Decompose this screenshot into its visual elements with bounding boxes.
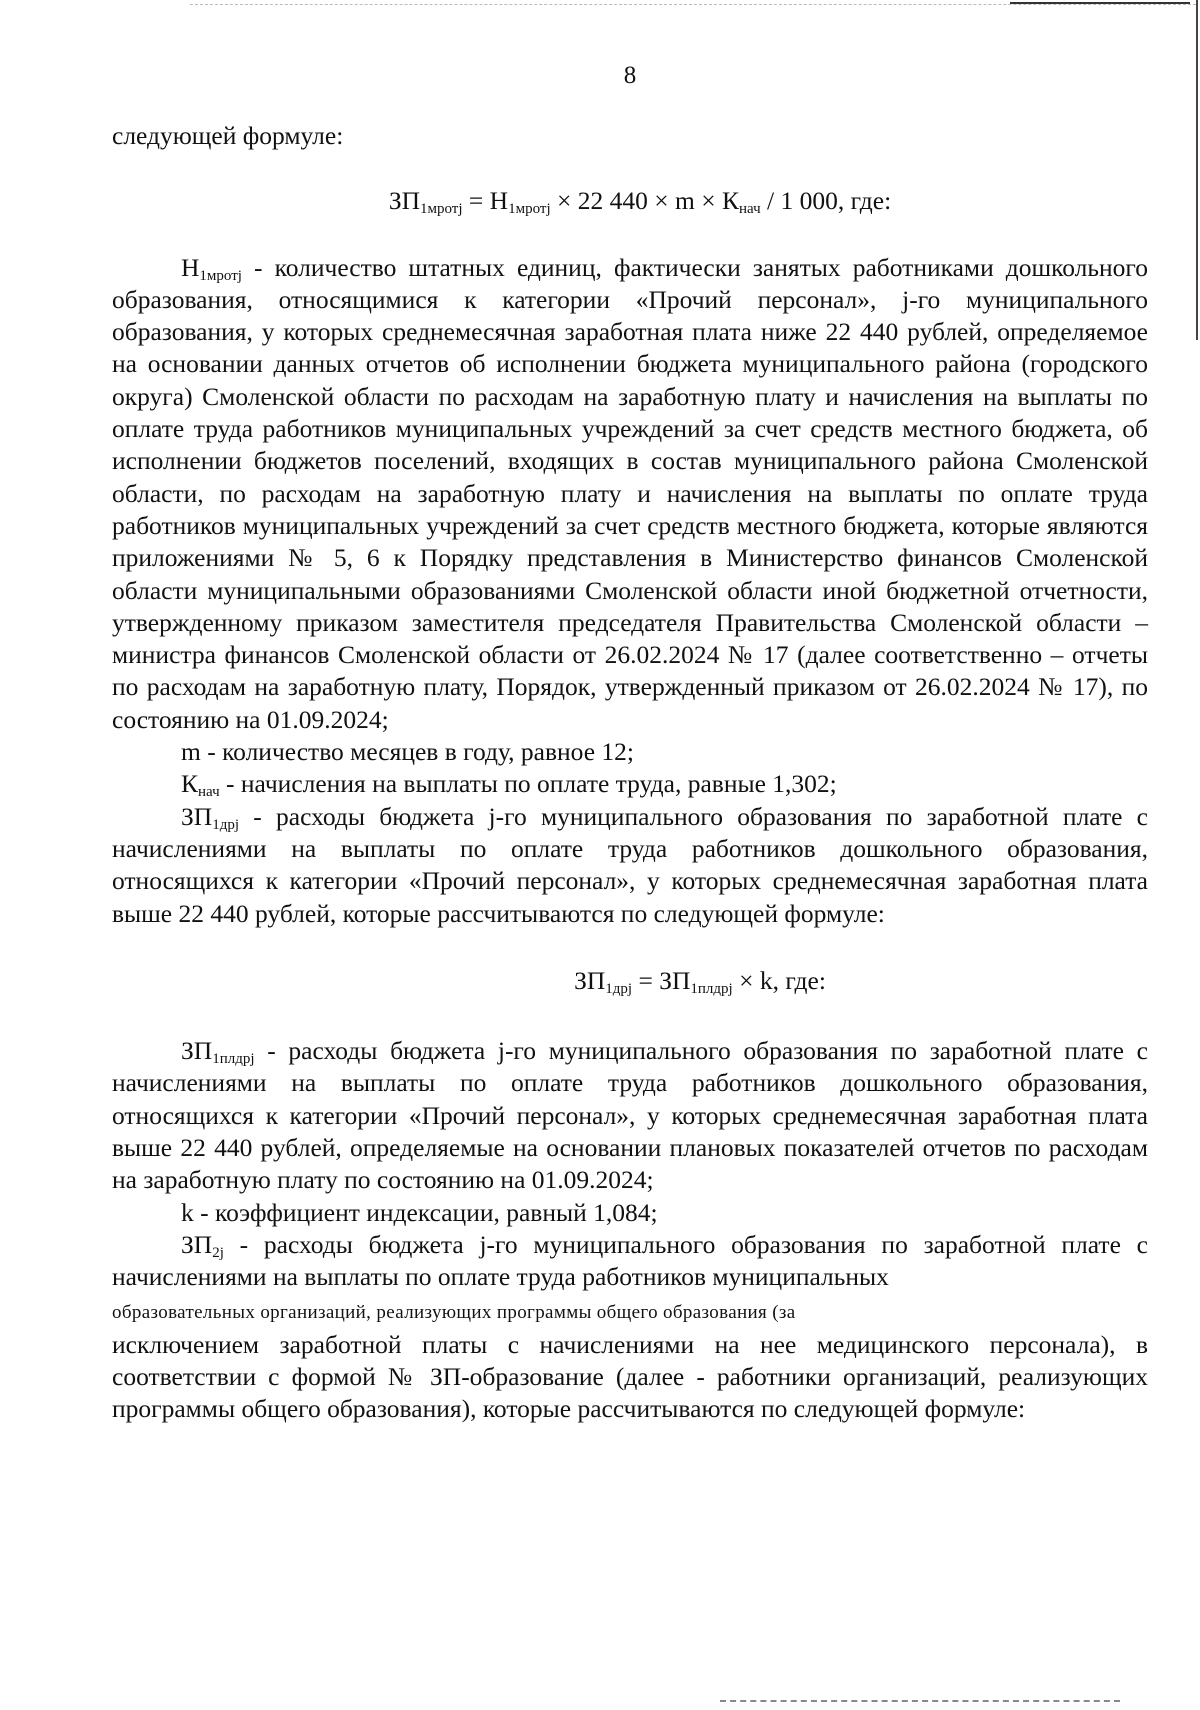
small-type-line: образовательных организаций, реализующих программы общего образования (за	[112, 1301, 796, 1323]
page-number: 8	[623, 62, 637, 89]
definition-zp1drj: $ЗП_{1дрj}$ - расходы бюджета j-го муниципального образования по заработной плате с начислениями на выплаты по оплате труда работников дошкольного образования, относящихся к категории «Прочий персонал», у которых среднемесячная заработная плата выше 22 440 рублей, которые рассчитываются по следующей формуле:	[112, 801, 1148, 928]
document-body	[112, 120, 1148, 1426]
definition-m: m - количество месяцев в году, равное 12;	[181, 737, 634, 767]
definition-h1mrotj: $Н_{1мротj}$ - количество штатных единиц, фактически занятых работниками дошкольного образования, относящимися к категории «Прочий персонал», j-го муниципального образования, у которых среднемесячная заработная плата ниже 22 440 рублей, определяемое на основании данных отчетов об исполнении бюджета муниципального района (городского округа) Смоленской области по расходам на заработную плату и начисления на выплаты по оплате труда работников муниципальных учреждений за счет средств местного бюджета, об исполнении бюджетов поселений, входящих в состав муниципального района Смоленской области, по расходам на заработную плату и начисления на выплаты по оплате труда работников муниципальных учреждений за счет средств местного бюджета, которые являются приложениями № 5, 6 к Порядку представления в Министерство финансов Смоленской области муниципальными образованиями Смоленской области иной бюджетной отчетности, утвержденному приказом заместителя председателя Правительства Смоленской области – министра финансов Смоленской области от 26.02.2024 № 17 (далее соответственно – отчеты по расходам на заработную плату, Порядок, утвержденный приказом от 26.02.2024 № 17), по состоянию на 01.09.2024;	[112, 252, 1148, 734]
scan-edge-top	[190, 4, 1196, 5]
intro-line: следующей формуле:	[112, 121, 344, 150]
definition-zp2j: $ЗП_{2j}$ - расходы бюджета j-го муниципального образования по заработной плате с начислениями на выплаты по оплате труда работников муниципальных образовательных организаций, реализующих программы общего образования (за исключением заработной платы с начислениями на нее медицинского персонала), в соответствии с формой № ЗП-образование (далее - работники организаций, реализующих программы общего образования), которые рассчитываются по следующей формуле:	[112, 1229, 1148, 1424]
definition-k: k - коэффициент индексации, равный 1,084;	[181, 1197, 658, 1227]
scan-edge-top-dark	[1010, 2, 1190, 4]
scan-edge-bottom	[720, 1700, 1120, 1702]
scan-edge-right	[1196, 0, 1198, 340]
definition-zp1pldrj: $ЗП_{1плдрj}$ - расходы бюджета j-го муниципального образования по заработной плате с начислениями на выплаты по оплате труда работников дошкольного образования, относящихся к категории «Прочий персонал», у которых среднемесячная заработная плата выше 22 440 рублей, определяемые на основании плановых показателей отчетов по расходам на заработную плату по состоянию на 01.09.2024;	[112, 1036, 1148, 1195]
formula-zp1mrotj: $ЗП_{1мротj} = Н_{1мротj} \times 22$ $440 \times m \times К_{нач} / 1$ 000, где:	[388, 186, 892, 218]
formula-zp1drj: $ЗП_{1дрj} = ЗП_{1плдрj} \times k$, где:	[574, 965, 826, 997]
definition-k-nach: $К_{нач}$ - начисления на выплаты по оплате труда, равные 1,302;	[181, 769, 837, 801]
